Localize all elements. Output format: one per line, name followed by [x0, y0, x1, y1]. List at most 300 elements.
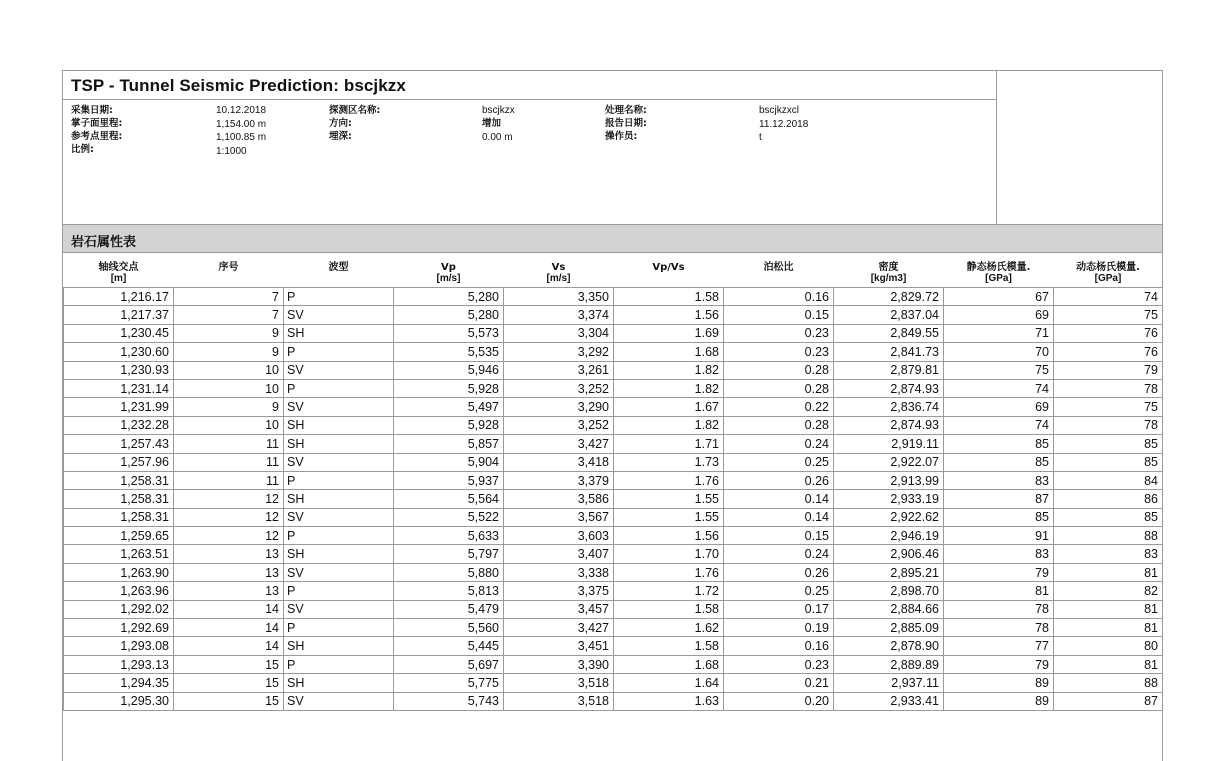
table-cell: SV	[284, 453, 394, 471]
meta-value-direction: 增加	[482, 118, 502, 129]
table-cell: 3,427	[504, 435, 614, 453]
table-cell: 74	[944, 416, 1054, 434]
column-header-label: Vs	[551, 262, 566, 273]
table-cell: 2,937.11	[834, 674, 944, 692]
table-cell: 2,933.41	[834, 692, 944, 710]
table-cell: 1.56	[614, 306, 724, 324]
table-cell: 84	[1054, 471, 1163, 489]
table-cell: 3,418	[504, 453, 614, 471]
table-row	[64, 545, 1163, 563]
table-cell: 2,837.04	[834, 306, 944, 324]
column-header	[944, 260, 1054, 288]
table-cell: 2,879.81	[834, 361, 944, 379]
table-cell: 2,933.19	[834, 490, 944, 508]
table-row	[64, 361, 1163, 379]
column-header	[1054, 260, 1163, 288]
table-cell: 11	[174, 453, 284, 471]
table-cell: 2,906.46	[834, 545, 944, 563]
table-cell: 69	[944, 398, 1054, 416]
table-cell: 5,797	[394, 545, 504, 563]
table-cell: P	[284, 619, 394, 637]
table-cell: 89	[944, 692, 1054, 710]
table-cell: 78	[1054, 379, 1163, 397]
meta-value-scale: 1:1000	[216, 146, 247, 157]
table-cell: 1.58	[614, 637, 724, 655]
table-cell: 5,633	[394, 527, 504, 545]
table-row	[64, 508, 1163, 526]
table-cell: P	[284, 527, 394, 545]
table-cell: 0.17	[724, 600, 834, 618]
table-cell: 1.72	[614, 582, 724, 600]
table-row	[64, 343, 1163, 361]
table-cell: 1.58	[614, 288, 724, 306]
table-cell: 5,775	[394, 674, 504, 692]
logo-box	[997, 71, 1162, 224]
table-cell: 9	[174, 324, 284, 342]
table-cell: 85	[944, 453, 1054, 471]
meta-value-depth: 0.00 m	[482, 132, 513, 143]
meta-label-face-chainage: 掌子面里程:	[71, 118, 123, 129]
table-cell: 14	[174, 637, 284, 655]
table-cell: SV	[284, 600, 394, 618]
table-cell: 1,258.31	[64, 490, 174, 508]
table-cell: 78	[1054, 416, 1163, 434]
table-cell: 80	[1054, 637, 1163, 655]
table-cell: 2,849.55	[834, 324, 944, 342]
column-header	[394, 260, 504, 288]
table-cell: 85	[944, 508, 1054, 526]
table-header-row	[64, 260, 1163, 288]
table-row	[64, 490, 1163, 508]
table-cell: P	[284, 471, 394, 489]
table-cell: 1.68	[614, 655, 724, 673]
table-cell: 1,293.13	[64, 655, 174, 673]
table-cell: SH	[284, 674, 394, 692]
table-row	[64, 637, 1163, 655]
column-header-label: Vp	[441, 262, 456, 273]
table-cell: 89	[944, 674, 1054, 692]
rock-properties-table	[63, 260, 1163, 711]
table-row	[64, 398, 1163, 416]
column-header-unit: [m/s]	[436, 273, 461, 284]
table-cell: 88	[1054, 674, 1163, 692]
table-cell: 3,603	[504, 527, 614, 545]
table-cell: 1.55	[614, 490, 724, 508]
column-header	[64, 260, 174, 288]
table-cell: 5,280	[394, 306, 504, 324]
table-row	[64, 600, 1163, 618]
table-cell: P	[284, 343, 394, 361]
table-cell: 1.55	[614, 508, 724, 526]
table-cell: 67	[944, 288, 1054, 306]
table-cell: 81	[1054, 600, 1163, 618]
table-cell: 1.82	[614, 361, 724, 379]
meta-value-ref-chainage: 1,100.85 m	[216, 132, 267, 143]
table-cell: 5,880	[394, 563, 504, 581]
table-cell: 10	[174, 379, 284, 397]
table-cell: 79	[1054, 361, 1163, 379]
table-cell: 5,573	[394, 324, 504, 342]
table-cell: 5,813	[394, 582, 504, 600]
table-cell: 2,889.89	[834, 655, 944, 673]
table-cell: 1.73	[614, 453, 724, 471]
meta-label-depth: 埋深:	[329, 131, 352, 142]
table-cell: 2,874.93	[834, 416, 944, 434]
table-cell: 5,280	[394, 288, 504, 306]
report-metadata	[63, 100, 997, 224]
table-cell: 0.24	[724, 545, 834, 563]
table-cell: 1,230.45	[64, 324, 174, 342]
table-cell: 78	[944, 600, 1054, 618]
table-cell: 11	[174, 435, 284, 453]
table-cell: 5,928	[394, 379, 504, 397]
table-cell: 81	[1054, 563, 1163, 581]
table-cell: 12	[174, 490, 284, 508]
table-cell: 81	[1054, 619, 1163, 637]
table-cell: 83	[944, 545, 1054, 563]
table-cell: 2,874.93	[834, 379, 944, 397]
table-row	[64, 674, 1163, 692]
table-cell: 2,878.90	[834, 637, 944, 655]
table-cell: 0.14	[724, 508, 834, 526]
table-cell: 74	[944, 379, 1054, 397]
meta-label-scale: 比例:	[71, 144, 94, 155]
table-cell: 10	[174, 361, 284, 379]
table-cell: SH	[284, 324, 394, 342]
table-cell: 1,230.60	[64, 343, 174, 361]
table-cell: 2,922.62	[834, 508, 944, 526]
table-cell: 14	[174, 600, 284, 618]
table-cell: 81	[944, 582, 1054, 600]
column-header-unit: [kg/m3]	[870, 273, 907, 284]
table-cell: SH	[284, 490, 394, 508]
table-cell: 78	[944, 619, 1054, 637]
table-cell: 1,231.99	[64, 398, 174, 416]
column-header-label: 轴线交点	[98, 262, 139, 273]
table-cell: SH	[284, 545, 394, 563]
table-cell: 3,407	[504, 545, 614, 563]
table-cell: 0.28	[724, 416, 834, 434]
table-cell: 1.76	[614, 563, 724, 581]
table-cell: 0.25	[724, 453, 834, 471]
table-cell: 85	[1054, 453, 1163, 471]
table-cell: 5,743	[394, 692, 504, 710]
table-cell: SV	[284, 306, 394, 324]
table-cell: 85	[1054, 508, 1163, 526]
table-cell: 0.19	[724, 619, 834, 637]
table-cell: 1,292.02	[64, 600, 174, 618]
column-header-label: 动态杨氏模量.	[1076, 262, 1140, 273]
table-cell: 3,350	[504, 288, 614, 306]
table-cell: 3,457	[504, 600, 614, 618]
table-cell: 3,338	[504, 563, 614, 581]
table-cell: 2,836.74	[834, 398, 944, 416]
table-cell: 3,390	[504, 655, 614, 673]
table-row	[64, 655, 1163, 673]
table-cell: 1.76	[614, 471, 724, 489]
table-cell: 5,946	[394, 361, 504, 379]
table-cell: 3,261	[504, 361, 614, 379]
report-title: TSP - Tunnel Seismic Prediction: bscjkzx	[71, 76, 406, 95]
table-cell: 1.56	[614, 527, 724, 545]
column-header-label: Vp/Vs	[652, 262, 685, 273]
table-cell: 3,252	[504, 379, 614, 397]
table-cell: 12	[174, 508, 284, 526]
table-cell: 1,259.65	[64, 527, 174, 545]
meta-label-operator: 操作员:	[605, 131, 638, 142]
table-cell: 1,232.28	[64, 416, 174, 434]
meta-label-direction: 方向:	[329, 118, 352, 129]
table-cell: 1,292.69	[64, 619, 174, 637]
table-row	[64, 582, 1163, 600]
table-cell: 3,252	[504, 416, 614, 434]
table-cell: 2,919.11	[834, 435, 944, 453]
table-cell: 1,293.08	[64, 637, 174, 655]
table-cell: 2,895.21	[834, 563, 944, 581]
table-row	[64, 306, 1163, 324]
table-cell: 0.15	[724, 527, 834, 545]
table-cell: 5,560	[394, 619, 504, 637]
table-cell: SV	[284, 361, 394, 379]
table-cell: 1.64	[614, 674, 724, 692]
table-cell: SV	[284, 398, 394, 416]
table-row	[64, 563, 1163, 581]
table-cell: SV	[284, 563, 394, 581]
table-cell: 1,295.30	[64, 692, 174, 710]
table-row	[64, 453, 1163, 471]
meta-label-report-date: 报告日期:	[605, 118, 647, 129]
table-cell: 1.67	[614, 398, 724, 416]
column-header	[174, 260, 284, 288]
table-cell: 3,304	[504, 324, 614, 342]
column-header-unit: [GPa]	[985, 273, 1012, 284]
title-row	[63, 71, 997, 100]
table-row	[64, 619, 1163, 637]
table-row	[64, 692, 1163, 710]
table-cell: 77	[944, 637, 1054, 655]
table-cell: 91	[944, 527, 1054, 545]
table-cell: 82	[1054, 582, 1163, 600]
table-cell: 0.26	[724, 471, 834, 489]
table-cell: 79	[944, 655, 1054, 673]
table-cell: P	[284, 288, 394, 306]
table-cell: 5,535	[394, 343, 504, 361]
table-cell: 13	[174, 563, 284, 581]
table-cell: SH	[284, 435, 394, 453]
table-cell: 1,263.90	[64, 563, 174, 581]
table-cell: 87	[1054, 692, 1163, 710]
table-cell: 3,567	[504, 508, 614, 526]
table-cell: 3,586	[504, 490, 614, 508]
table-cell: 3,518	[504, 674, 614, 692]
meta-label-area-name: 探测区名称:	[329, 105, 381, 116]
table-cell: 2,829.72	[834, 288, 944, 306]
table-cell: 9	[174, 398, 284, 416]
table-cell: 0.23	[724, 324, 834, 342]
table-row	[64, 471, 1163, 489]
table-row	[64, 324, 1163, 342]
column-header-unit: [m/s]	[546, 273, 571, 284]
table-cell: 0.20	[724, 692, 834, 710]
table-cell: 81	[1054, 655, 1163, 673]
table-cell: 86	[1054, 490, 1163, 508]
table-cell: 0.16	[724, 637, 834, 655]
table-cell: 0.14	[724, 490, 834, 508]
table-cell: 75	[944, 361, 1054, 379]
table-cell: 85	[1054, 435, 1163, 453]
table-cell: 1,231.14	[64, 379, 174, 397]
meta-label-ref-chainage: 参考点里程:	[71, 131, 123, 142]
table-cell: 15	[174, 692, 284, 710]
table-cell: 1,230.93	[64, 361, 174, 379]
column-header-label: 静态杨氏模量.	[966, 262, 1031, 273]
table-cell: 5,697	[394, 655, 504, 673]
table-cell: 0.21	[724, 674, 834, 692]
table-cell: 5,445	[394, 637, 504, 655]
table-cell: 2,884.66	[834, 600, 944, 618]
column-header	[724, 260, 834, 288]
table-row	[64, 527, 1163, 545]
table-cell: 87	[944, 490, 1054, 508]
table-cell: 7	[174, 288, 284, 306]
meta-value-report-date: 11.12.2018	[759, 119, 809, 130]
table-cell: 1.70	[614, 545, 724, 563]
table-cell: 1.58	[614, 600, 724, 618]
meta-value-process-name: bscjkzxcl	[759, 105, 800, 116]
table-cell: 2,913.99	[834, 471, 944, 489]
table-cell: 5,937	[394, 471, 504, 489]
table-row	[64, 435, 1163, 453]
table-cell: 12	[174, 527, 284, 545]
section-title: 岩石属性表	[71, 235, 137, 250]
table-cell: 3,375	[504, 582, 614, 600]
meta-value-area-name: bscjkzx	[482, 105, 515, 116]
table-cell: 5,564	[394, 490, 504, 508]
table-cell: 75	[1054, 306, 1163, 324]
table-cell: 2,885.09	[834, 619, 944, 637]
meta-value-operator: t	[759, 132, 762, 143]
table-cell: 1,258.31	[64, 508, 174, 526]
table-cell: 0.25	[724, 582, 834, 600]
table-cell: 2,898.70	[834, 582, 944, 600]
table-cell: 3,518	[504, 692, 614, 710]
table-cell: 7	[174, 306, 284, 324]
table-cell: SH	[284, 416, 394, 434]
table-cell: 5,479	[394, 600, 504, 618]
table-cell: 3,427	[504, 619, 614, 637]
table-cell: 10	[174, 416, 284, 434]
table-row	[64, 288, 1163, 306]
column-header	[504, 260, 614, 288]
table-cell: 0.16	[724, 288, 834, 306]
table-cell: 71	[944, 324, 1054, 342]
table-cell: 5,857	[394, 435, 504, 453]
table-row	[64, 416, 1163, 434]
table-cell: 0.23	[724, 655, 834, 673]
table-cell: 1,258.31	[64, 471, 174, 489]
table-cell: 5,522	[394, 508, 504, 526]
column-header-label: 波型	[328, 262, 349, 273]
column-header-unit: [m]	[110, 273, 127, 284]
meta-value-face-chainage: 1,154.00 m	[216, 119, 267, 130]
table-cell: 1.71	[614, 435, 724, 453]
table-cell: 1.82	[614, 379, 724, 397]
table-cell: 5,904	[394, 453, 504, 471]
table-cell: 11	[174, 471, 284, 489]
table-cell: 1.63	[614, 692, 724, 710]
table-cell: 15	[174, 655, 284, 673]
table-cell: 1,217.37	[64, 306, 174, 324]
table-cell: P	[284, 379, 394, 397]
meta-label-process-name: 处理名称:	[605, 105, 647, 116]
table-cell: 69	[944, 306, 1054, 324]
table-cell: 83	[944, 471, 1054, 489]
table-cell: 76	[1054, 343, 1163, 361]
table-cell: 14	[174, 619, 284, 637]
table-cell: 3,374	[504, 306, 614, 324]
table-cell: 2,946.19	[834, 527, 944, 545]
table-cell: 88	[1054, 527, 1163, 545]
table-cell: 70	[944, 343, 1054, 361]
table-cell: 0.22	[724, 398, 834, 416]
table-cell: 79	[944, 563, 1054, 581]
table-cell: 0.15	[724, 306, 834, 324]
table-cell: 1,257.96	[64, 453, 174, 471]
table-cell: 3,451	[504, 637, 614, 655]
meta-label-collect-date: 采集日期:	[71, 105, 113, 116]
table-cell: SV	[284, 508, 394, 526]
section-header	[63, 224, 1162, 253]
table-cell: SV	[284, 692, 394, 710]
column-header-label: 密度	[878, 262, 899, 273]
table-cell: 1,257.43	[64, 435, 174, 453]
column-header	[834, 260, 944, 288]
table-body	[64, 288, 1163, 711]
table-cell: 3,379	[504, 471, 614, 489]
table-cell: 15	[174, 674, 284, 692]
table-cell: 13	[174, 582, 284, 600]
table-cell: 1,263.96	[64, 582, 174, 600]
table-cell: 1.69	[614, 324, 724, 342]
table-cell: 83	[1054, 545, 1163, 563]
table-cell: 0.28	[724, 361, 834, 379]
table-cell: 9	[174, 343, 284, 361]
table-cell: 76	[1054, 324, 1163, 342]
table-cell: 3,292	[504, 343, 614, 361]
table-cell: 1,216.17	[64, 288, 174, 306]
table-cell: 1,294.35	[64, 674, 174, 692]
table-row	[64, 379, 1163, 397]
meta-value-collect-date: 10.12.2018	[216, 105, 267, 116]
report-sheet	[62, 70, 1163, 761]
column-header	[284, 260, 394, 288]
table-cell: 1.68	[614, 343, 724, 361]
table-cell: 85	[944, 435, 1054, 453]
table-cell: 1.62	[614, 619, 724, 637]
table-cell: P	[284, 655, 394, 673]
table-cell: 75	[1054, 398, 1163, 416]
table-cell: 0.24	[724, 435, 834, 453]
table-cell: 1,263.51	[64, 545, 174, 563]
column-header-unit: [GPa]	[1094, 273, 1122, 284]
table-cell: 0.28	[724, 379, 834, 397]
table-cell: 3,290	[504, 398, 614, 416]
column-header	[614, 260, 724, 288]
table-cell: 0.26	[724, 563, 834, 581]
column-header-label: 泊松比	[763, 262, 794, 273]
table-cell: 2,841.73	[834, 343, 944, 361]
table-cell: 1.82	[614, 416, 724, 434]
